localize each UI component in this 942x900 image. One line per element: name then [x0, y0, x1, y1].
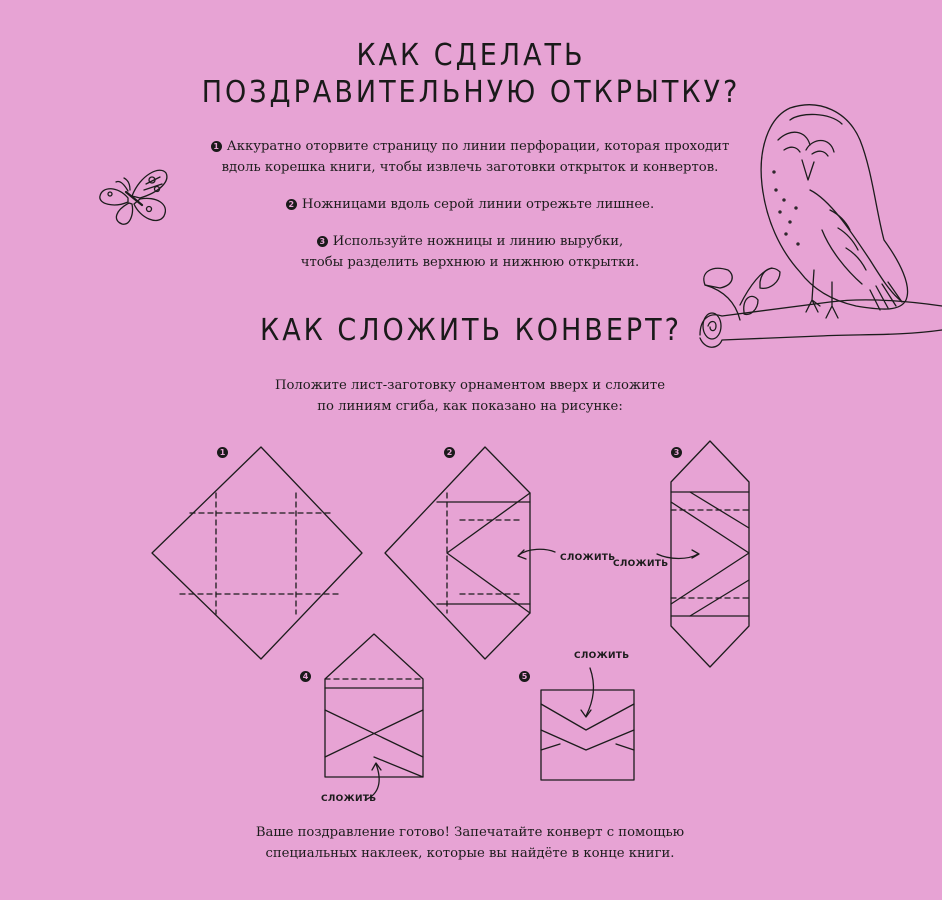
- fold-label-step-5: СЛОЖИТЬ: [574, 651, 630, 661]
- fold-label-step-2: СЛОЖИТЬ: [560, 553, 616, 563]
- envelope-title: КАК СЛОЖИТЬ КОНВЕРТ?: [260, 313, 682, 348]
- diagram-number-3: 3: [671, 447, 682, 458]
- fold-label-step-4: СЛОЖИТЬ: [321, 794, 377, 804]
- footer-line1: Ваше поздравление готово! Запечатайте конверт с помощью: [255, 825, 685, 840]
- card-step-3-line2: чтобы разделить верхнюю и нижнюю открытки.: [300, 255, 640, 270]
- diagram-step-4: [325, 634, 423, 800]
- title-line-2: ПОЗДРАВИТЕЛЬНУЮ ОТКРЫТКУ?: [201, 75, 741, 110]
- card-step-3-line1: Используйте ножницы и линию вырубки,: [332, 234, 624, 249]
- butterfly-icon: [100, 170, 167, 224]
- owl-icon: [700, 105, 942, 347]
- diagram-number-5: 5: [519, 671, 530, 682]
- card-step-1-line1: Аккуратно оторвите страницу по линии перфорации, которая проходит: [226, 139, 730, 154]
- card-step-1-line2: вдоль корешка книги, чтобы извлечь заготовки открыток и конвертов.: [221, 160, 719, 175]
- title-line-1: КАК СДЕЛАТЬ: [356, 38, 586, 73]
- footer-text: [150, 822, 790, 864]
- diagram-step-5: [541, 668, 634, 780]
- diagram-number-2: 2: [444, 447, 455, 458]
- envelope-intro-line2: по линиям сгиба, как показано на рисунке:: [317, 399, 623, 414]
- card-step-2-line1: Ножницами вдоль серой линии отрежьте лишнее.: [301, 197, 655, 212]
- step-number-badge: 3: [317, 236, 328, 247]
- envelope-intro-line1: Положите лист-заготовку орнаментом вверх и сложите: [274, 378, 666, 393]
- diagram-step-1: [152, 447, 362, 659]
- step-number-badge: 2: [286, 199, 297, 210]
- diagram-step-3: [657, 441, 749, 667]
- fold-label-step-3: СЛОЖИТЬ: [613, 559, 669, 569]
- step-number-badge: 1: [211, 141, 222, 152]
- diagram-number-1: 1: [217, 447, 228, 458]
- diagram-number-4: 4: [300, 671, 311, 682]
- diagram-step-2: [385, 447, 555, 659]
- footer-line2: специальных наклеек, которые вы найдёте в конце книги.: [265, 846, 675, 861]
